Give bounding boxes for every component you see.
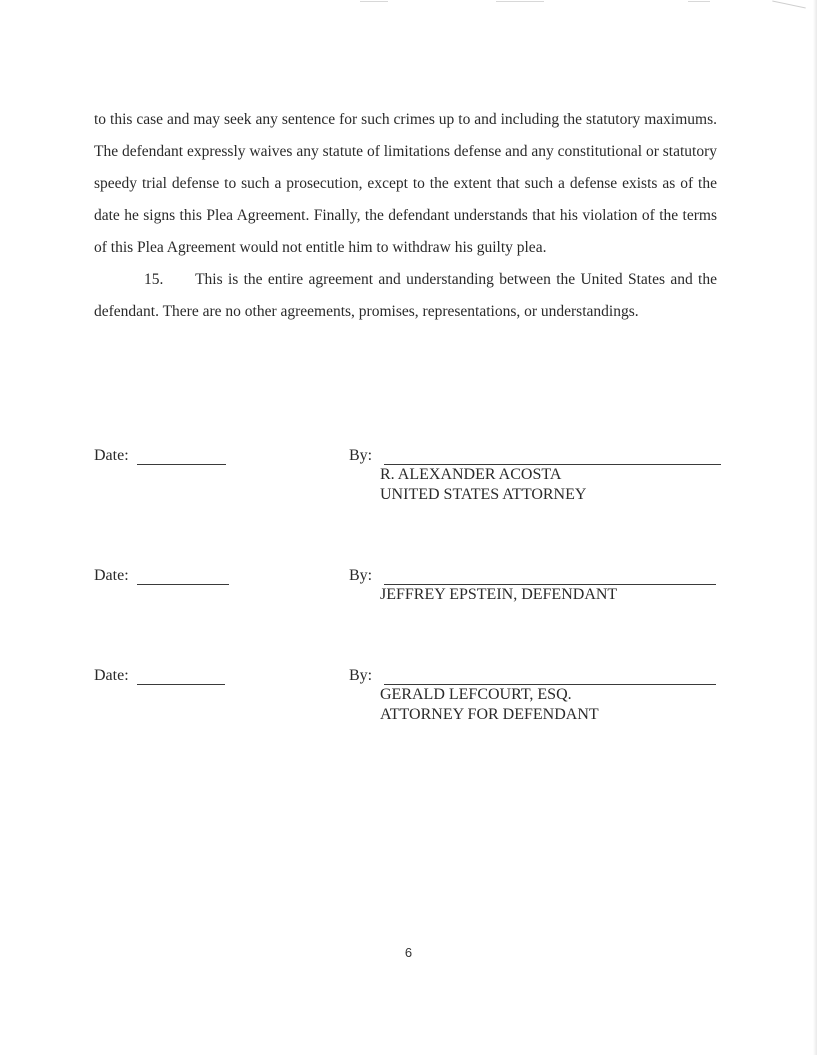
scan-artifact bbox=[360, 1, 388, 2]
signer-name: R. ALEXANDER ACOSTA bbox=[380, 466, 562, 483]
signer-title: ATTORNEY FOR DEFENDANT bbox=[380, 706, 599, 723]
signer-name: GERALD LEFCOURT, ESQ. bbox=[380, 686, 572, 703]
date-line bbox=[137, 464, 226, 465]
scan-artifact bbox=[772, 0, 805, 8]
scan-artifact bbox=[688, 1, 710, 2]
by-label: By: bbox=[349, 447, 373, 464]
scan-artifact bbox=[496, 1, 544, 2]
by-label: By: bbox=[349, 567, 373, 584]
date-label: Date: bbox=[94, 447, 129, 464]
signer-name: JEFFREY EPSTEIN, DEFENDANT bbox=[380, 586, 618, 603]
date-line bbox=[137, 684, 225, 685]
signer-info bbox=[380, 685, 599, 725]
date-label: Date: bbox=[94, 567, 129, 584]
by-label: By: bbox=[349, 667, 373, 684]
date-label: Date: bbox=[94, 667, 129, 684]
document-body bbox=[94, 104, 721, 328]
signer-info bbox=[380, 465, 586, 505]
date-line bbox=[137, 584, 229, 585]
signer-info bbox=[380, 585, 617, 605]
paragraph-15: 15. This is the entire agreement and understanding between the United States and the defendant. There are no other agreements, promises, representations, or understandings. bbox=[94, 271, 721, 320]
page-edge-shadow bbox=[813, 0, 817, 1055]
page-number: 6 bbox=[404, 945, 413, 960]
paragraph-14-continuation: to this case and may seek any sentence for such crimes up to and including the statutory maximums. The defendant expressly waives any statute of limitations defense and any constitutional or statutory speedy trial defense to such a prosecution, except to the extent that such a defense exists as of the date he signs this Plea Agreement. Finally, the defendant understands that his violation of the terms of this Plea Agreement would not entitle him to withdraw his guilty plea. bbox=[94, 111, 717, 256]
signer-title: UNITED STATES ATTORNEY bbox=[380, 486, 587, 503]
